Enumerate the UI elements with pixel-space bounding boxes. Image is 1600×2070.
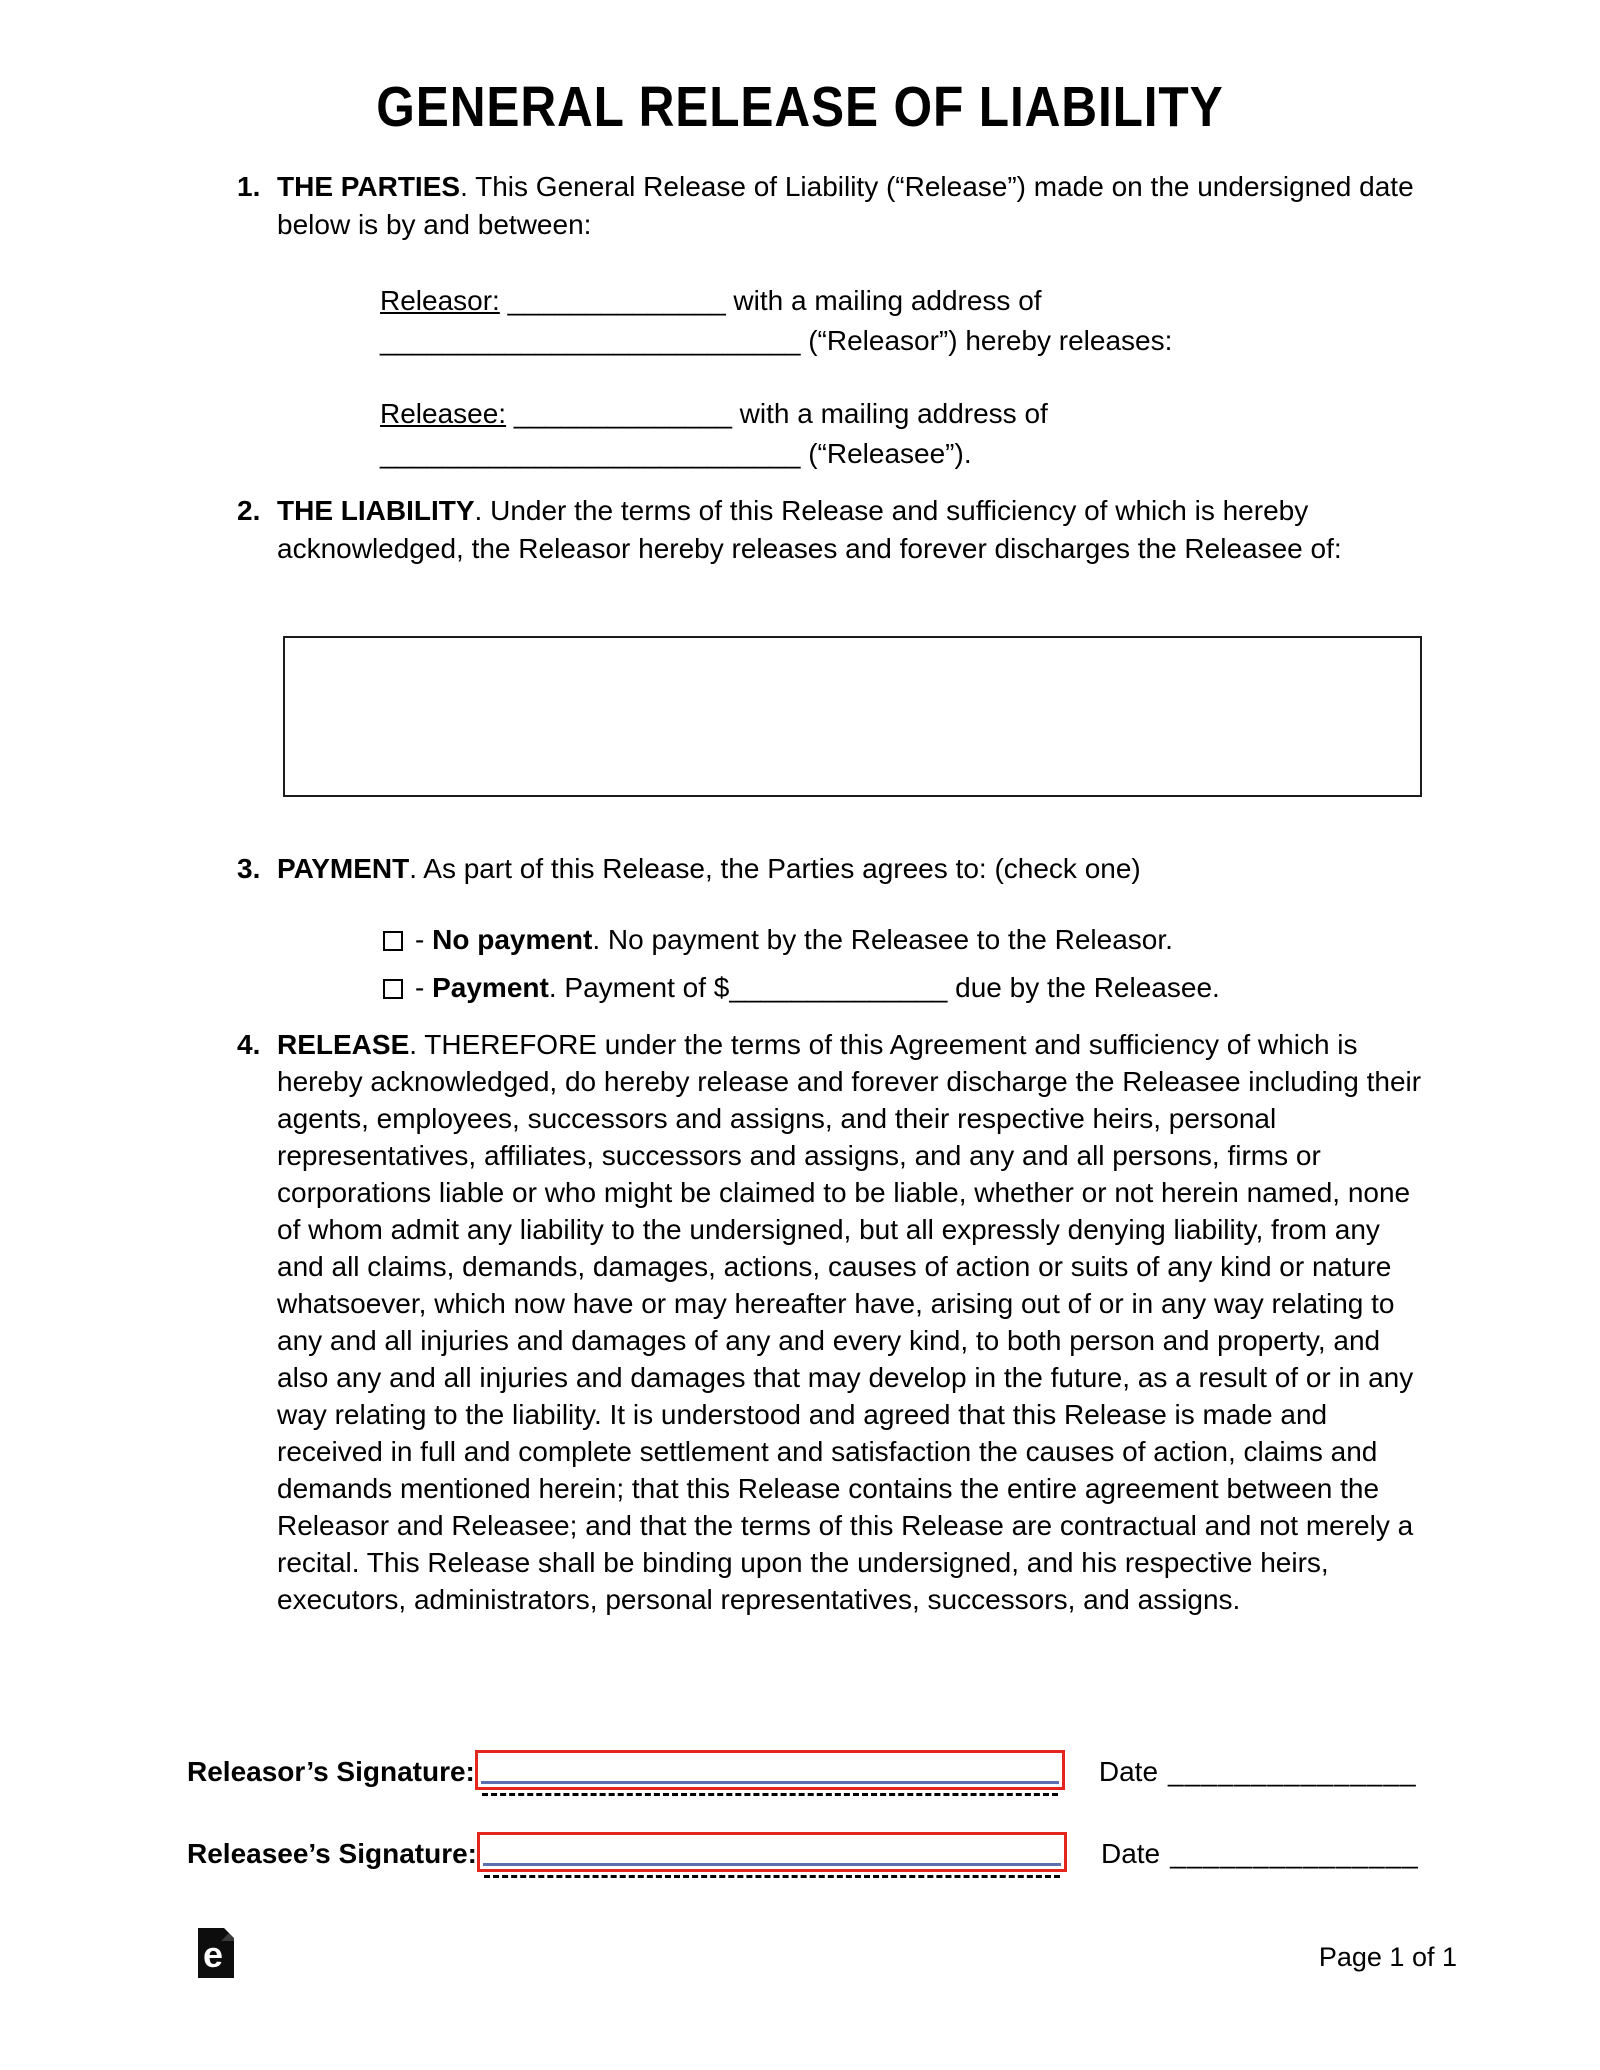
- document-title-text: GENERAL RELEASE OF LIABILITY: [376, 75, 1224, 139]
- option-no-payment: [383, 916, 1220, 964]
- option-no-payment-label: No payment: [432, 924, 593, 955]
- option-no-payment-rest: . No payment by the Releasee to the Releasor.: [592, 924, 1173, 955]
- signature-printed-line: [482, 1793, 1058, 1796]
- releasee-line1: ______________ with a mailing address of: [506, 398, 1048, 429]
- section-release-number: 4.: [237, 1029, 261, 1060]
- releasee-line2: ___________________________ (“Releasee”).: [380, 438, 972, 469]
- section-parties-body: . This General Release of Liability (“Release”) made on the undersigned date below is by and between:: [277, 171, 1414, 240]
- releasee-signature-label: Releasee’s Signature:: [187, 1838, 477, 1869]
- section-liability-text: [277, 492, 1417, 568]
- payment-options: [383, 916, 1220, 1012]
- releasor-signature-label: Releasor’s Signature:: [187, 1756, 475, 1787]
- section-release-text: [277, 1026, 1429, 1618]
- section-parties-text: [277, 168, 1427, 244]
- liability-details-input-box[interactable]: [283, 636, 1422, 797]
- option-payment-label: Payment: [432, 972, 549, 1003]
- signature-printed-line: [484, 1875, 1060, 1878]
- section-release: [237, 1026, 1429, 1618]
- releasor-line1: ______________ with a mailing address of: [499, 285, 1042, 316]
- document-title: [0, 74, 1600, 140]
- section-payment-number: 3.: [237, 853, 261, 884]
- releasor-label: Releasor:: [380, 285, 500, 316]
- signature-field-line: [481, 1781, 1059, 1784]
- releasor-date-label: Date: [1098, 1756, 1159, 1787]
- section-payment-heading: PAYMENT: [277, 853, 410, 884]
- page-number: Page 1 of 1: [1318, 1942, 1457, 1972]
- releasor-date-line: _______________: [1168, 1756, 1417, 1787]
- eforms-logo: [198, 1928, 234, 1978]
- section-payment-body: . As part of this Release, the Parties agrees to: (check one): [409, 853, 1141, 884]
- releasee-date-label: Date: [1100, 1838, 1161, 1869]
- logo-letter: e: [202, 1934, 224, 1975]
- option-payment-rest: . Payment of $______________ due by the Releasee.: [548, 972, 1220, 1003]
- section-liability-body: . Under the terms of this Release and sufficiency of which is hereby acknowledged, the Releasor hereby releases and forever discharges the Releasee of:: [277, 495, 1342, 564]
- releasor-signature-field[interactable]: [475, 1750, 1065, 1790]
- section-liability-heading: THE LIABILITY: [277, 495, 475, 526]
- section-liability: [237, 492, 1417, 568]
- no-payment-checkbox[interactable]: [383, 931, 403, 951]
- releasee-date-line: _______________: [1170, 1838, 1419, 1869]
- option-no-payment-prefix: -: [415, 924, 433, 955]
- signature-field-line: [483, 1863, 1061, 1866]
- releasor-block: [380, 281, 1240, 361]
- payment-checkbox[interactable]: [383, 979, 403, 999]
- section-payment-text: [277, 850, 1427, 888]
- releasor-signature-row: [187, 1750, 1417, 1798]
- releasee-label: Releasee:: [380, 398, 507, 429]
- releasee-block: [380, 394, 1240, 474]
- option-payment-prefix: -: [415, 972, 433, 1003]
- section-release-heading: RELEASE: [277, 1029, 410, 1060]
- option-payment: [383, 964, 1220, 1012]
- releasee-signature-field[interactable]: [477, 1832, 1067, 1872]
- section-payment: [237, 850, 1427, 888]
- releasee-signature-row: [187, 1832, 1419, 1880]
- section-parties-heading: THE PARTIES: [277, 171, 461, 202]
- section-release-body: . THEREFORE under the terms of this Agreement and sufficiency of which is hereby acknowledged, do hereby release and forever discharge the Releasee including their agents, employees, successors and assigns, and their respective heirs, personal representatives, affiliates, successors and assigns, and any and all persons, firms or corporations liable or who might be claimed to be liable, whether or not herein named, none of whom admit any liability to the undersigned, but all expressly denying liability, from any and all claims, demands, damages, actions, causes of action or suits of any kind or nature whatsoever, which now have or may hereafter have, arising out of or in any way relating to any and all injuries and damages of any and every kind, to both person and property, and also any and all injuries and damages that may develop in the future, as a result of or in any way relating to the liability. It is understood and agreed that this Release is made and received in full and complete settlement and satisfaction the causes of action, claims and demands mentioned herein; that this Release contains the entire agreement between the Releasor and Releasee; and that the terms of this Release are contractual and not merely a recital. This Release shall be binding upon the undersigned, and his respective heirs, executors, administrators, personal representatives, successors, and assigns.: [277, 1029, 1422, 1615]
- section-liability-number: 2.: [237, 495, 261, 526]
- section-parties-number: 1.: [237, 171, 261, 202]
- section-parties: [237, 168, 1427, 244]
- releasor-line2: ___________________________ (“Releasor”) hereby releases:: [380, 325, 1173, 356]
